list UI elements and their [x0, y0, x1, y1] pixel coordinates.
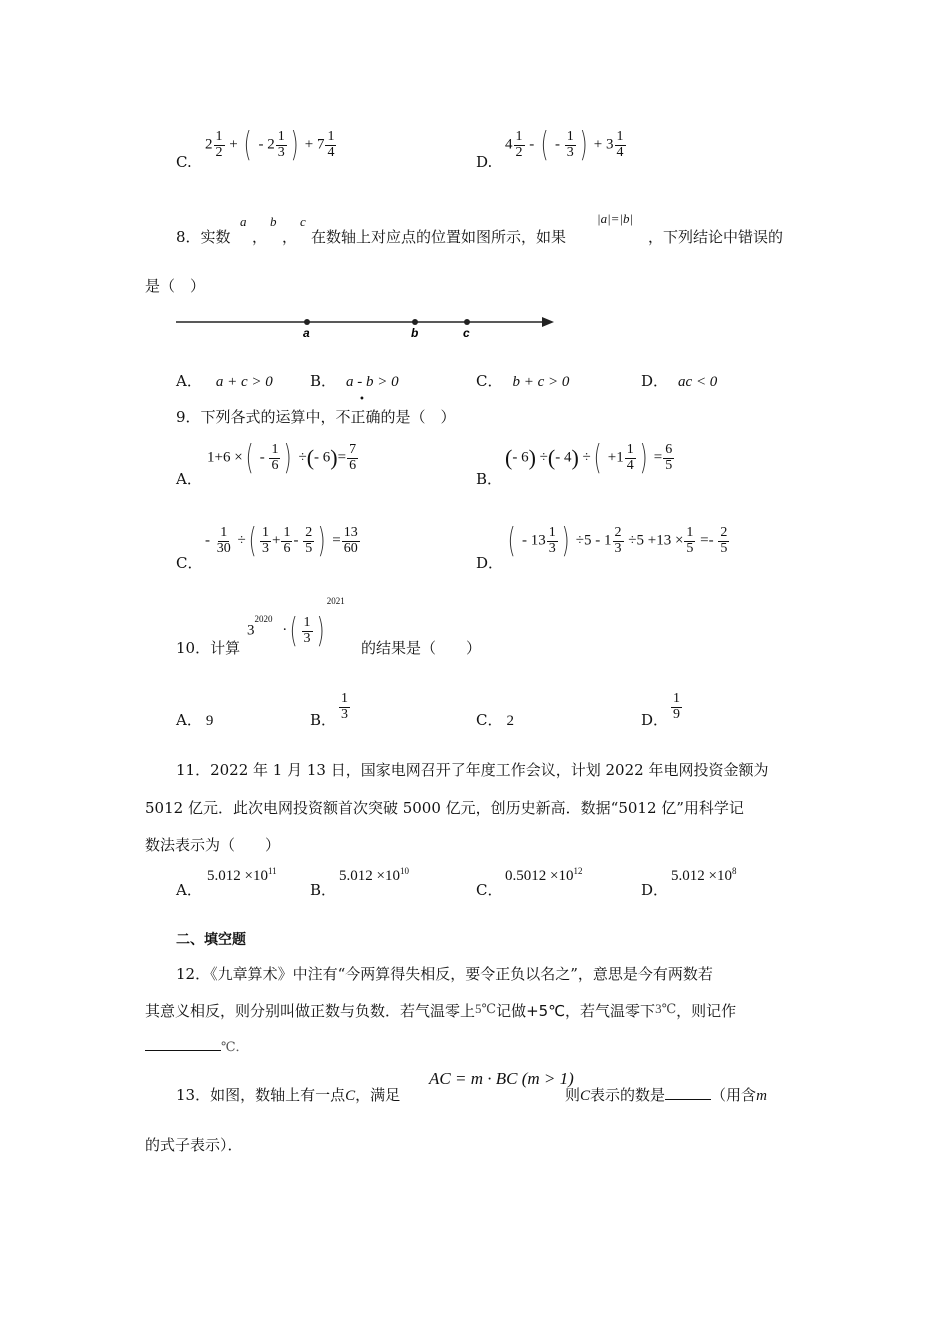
- q12-line2: 其意义相反，则分别叫做正数与负数．若气温零上5℃记做+5℃，若气温零下3℃，则记作: [145, 1001, 737, 1020]
- q11-option-a-label[interactable]: A．: [176, 881, 202, 899]
- q10-option-d-label[interactable]: D．: [641, 711, 669, 729]
- q12-answer-blank[interactable]: [145, 1050, 221, 1051]
- q8-stem: 8．实数: [176, 228, 231, 246]
- q9-option-b-expr: (- 6) ÷(- 4) ÷( +1 $\frac{1}{4}$ ) = $\frac{6}{5}$: [505, 438, 673, 478]
- q8-stem-middle: 在数轴上对应点的位置如图所示，如果: [311, 228, 567, 246]
- point-b: [412, 319, 418, 325]
- point-c-label: c: [463, 326, 470, 340]
- point-c: [464, 319, 470, 325]
- q10-option-b-value: $\frac{1}{3}$: [341, 691, 348, 722]
- q8-option-d[interactable]: D． ac < 0: [641, 372, 718, 390]
- emphasis-dot: •: [359, 394, 365, 405]
- q11-option-c-label[interactable]: C．: [476, 881, 503, 899]
- q11-option-b-expr: $5.012 \times 10^{10}$: [339, 866, 409, 884]
- point-a-label: a: [303, 326, 310, 340]
- q10-stem-end: 的结果是（ ）: [361, 639, 482, 657]
- q10-option-c[interactable]: C． 2: [476, 711, 514, 729]
- q11-line2: 5012 亿元．此次电网投资额首次突破 5000 亿元，创历史新高．数据“5012 亿”用科学记: [145, 799, 744, 817]
- q10-option-b-label[interactable]: B．: [310, 711, 337, 729]
- q11-option-b-label[interactable]: B．: [310, 881, 337, 899]
- q8-var-b: b: [270, 214, 277, 229]
- q8-option-b[interactable]: B． a - b > 0: [310, 372, 399, 390]
- q9-option-c-expr: - $\frac{1}{30}$ ÷( $\frac{1}{3}$ + $\frac{1}{6}$ - $\frac{2}{5}$ ) = $\frac{13}{60}$: [205, 521, 358, 561]
- q10-stem-start: 10．计算: [176, 639, 241, 657]
- q13-line1: 13．如图，数轴上有一点C，满足: [176, 1086, 401, 1104]
- q11-line3: 数法表示为（ ）: [145, 836, 281, 854]
- q10-option-a[interactable]: A． 9: [176, 711, 214, 729]
- point-a: [304, 319, 310, 325]
- q13-line1-end: 则C表示的数是 （用含m: [565, 1086, 767, 1104]
- number-line-figure: [170, 310, 570, 342]
- q13-line2: 的式子表示）．: [145, 1136, 243, 1154]
- q13-formula: AC = m · BC (m > 1): [429, 1069, 574, 1088]
- q13-answer-blank[interactable]: [665, 1099, 711, 1100]
- q10-expression: $3^{2020}$ ·( $\frac{1}{3}$ )$^{2021}$: [247, 596, 345, 651]
- q8-option-c[interactable]: C． b + c > 0: [476, 372, 570, 390]
- q8-var-c: c: [300, 214, 306, 229]
- q8-stem-tail: 是（ ）: [145, 277, 206, 295]
- q12-line1: 12．《九章算术》中注有“今两算得失相反，要令正负以名之”，意思是今有两数若: [176, 965, 713, 983]
- q11-option-a-expr: $5.012 \times 10^{11}$: [207, 866, 277, 884]
- axis-arrow-icon: [542, 317, 554, 327]
- q9-stem: 9．下列各式的运算中，不正确的是（ ）: [176, 408, 456, 426]
- point-b-label: b: [411, 326, 419, 340]
- q9-option-b-label[interactable]: B．: [476, 470, 503, 488]
- q8-option-a[interactable]: A． a + c > 0: [176, 372, 273, 390]
- q12-line3: ℃．: [145, 1036, 249, 1055]
- q7-option-d-label[interactable]: D.: [476, 153, 493, 171]
- q11-option-c-expr: $0.5012 \times 10^{12}$: [505, 866, 583, 884]
- q8-stem-end: ，下列结论中错误的: [648, 228, 784, 246]
- q11-option-d-label[interactable]: D．: [641, 881, 669, 899]
- q8-condition: |a|=|b|: [597, 211, 634, 226]
- q9-option-a-expr: 1+6 ×( - $\frac{1}{6}$ ) ÷(- 6)= $\frac{7}{6}$: [207, 438, 357, 478]
- q7-option-c-expr: 2 $\frac{1}{2}$ + ( - 2 $\frac{1}{3}$ ) + 7 $\frac{1}{4}$: [205, 125, 335, 165]
- q11-option-d-expr: $5.012 \times 10^8$: [671, 866, 737, 884]
- q8-var-a: a: [240, 214, 247, 229]
- q11-line1: 11．2022 年 1 月 13 日，国家电网召开了年度工作会议，计划 2022 年电网投资金额为: [176, 761, 769, 779]
- section-heading: 二、填空题: [176, 932, 246, 948]
- q7-option-d-expr: 4 $\frac{1}{2}$ - ( - $\frac{1}{3}$ ) + 3 $\frac{1}{4}$: [505, 125, 624, 165]
- q9-option-c-label[interactable]: C．: [176, 554, 203, 572]
- q7-option-c-label[interactable]: C.: [176, 153, 192, 171]
- q10-option-d-value: $\frac{1}{9}$: [673, 691, 680, 722]
- q9-option-d-expr: ( - 13 $\frac{1}{3}$ ) ÷5 - 1 $\frac{2}{3}$ ÷5 +13 × $\frac{1}{5}$ =- $\frac{2}{5}$: [507, 521, 728, 561]
- q9-option-d-label[interactable]: D．: [476, 554, 504, 572]
- q9-option-a-label[interactable]: A．: [176, 470, 202, 488]
